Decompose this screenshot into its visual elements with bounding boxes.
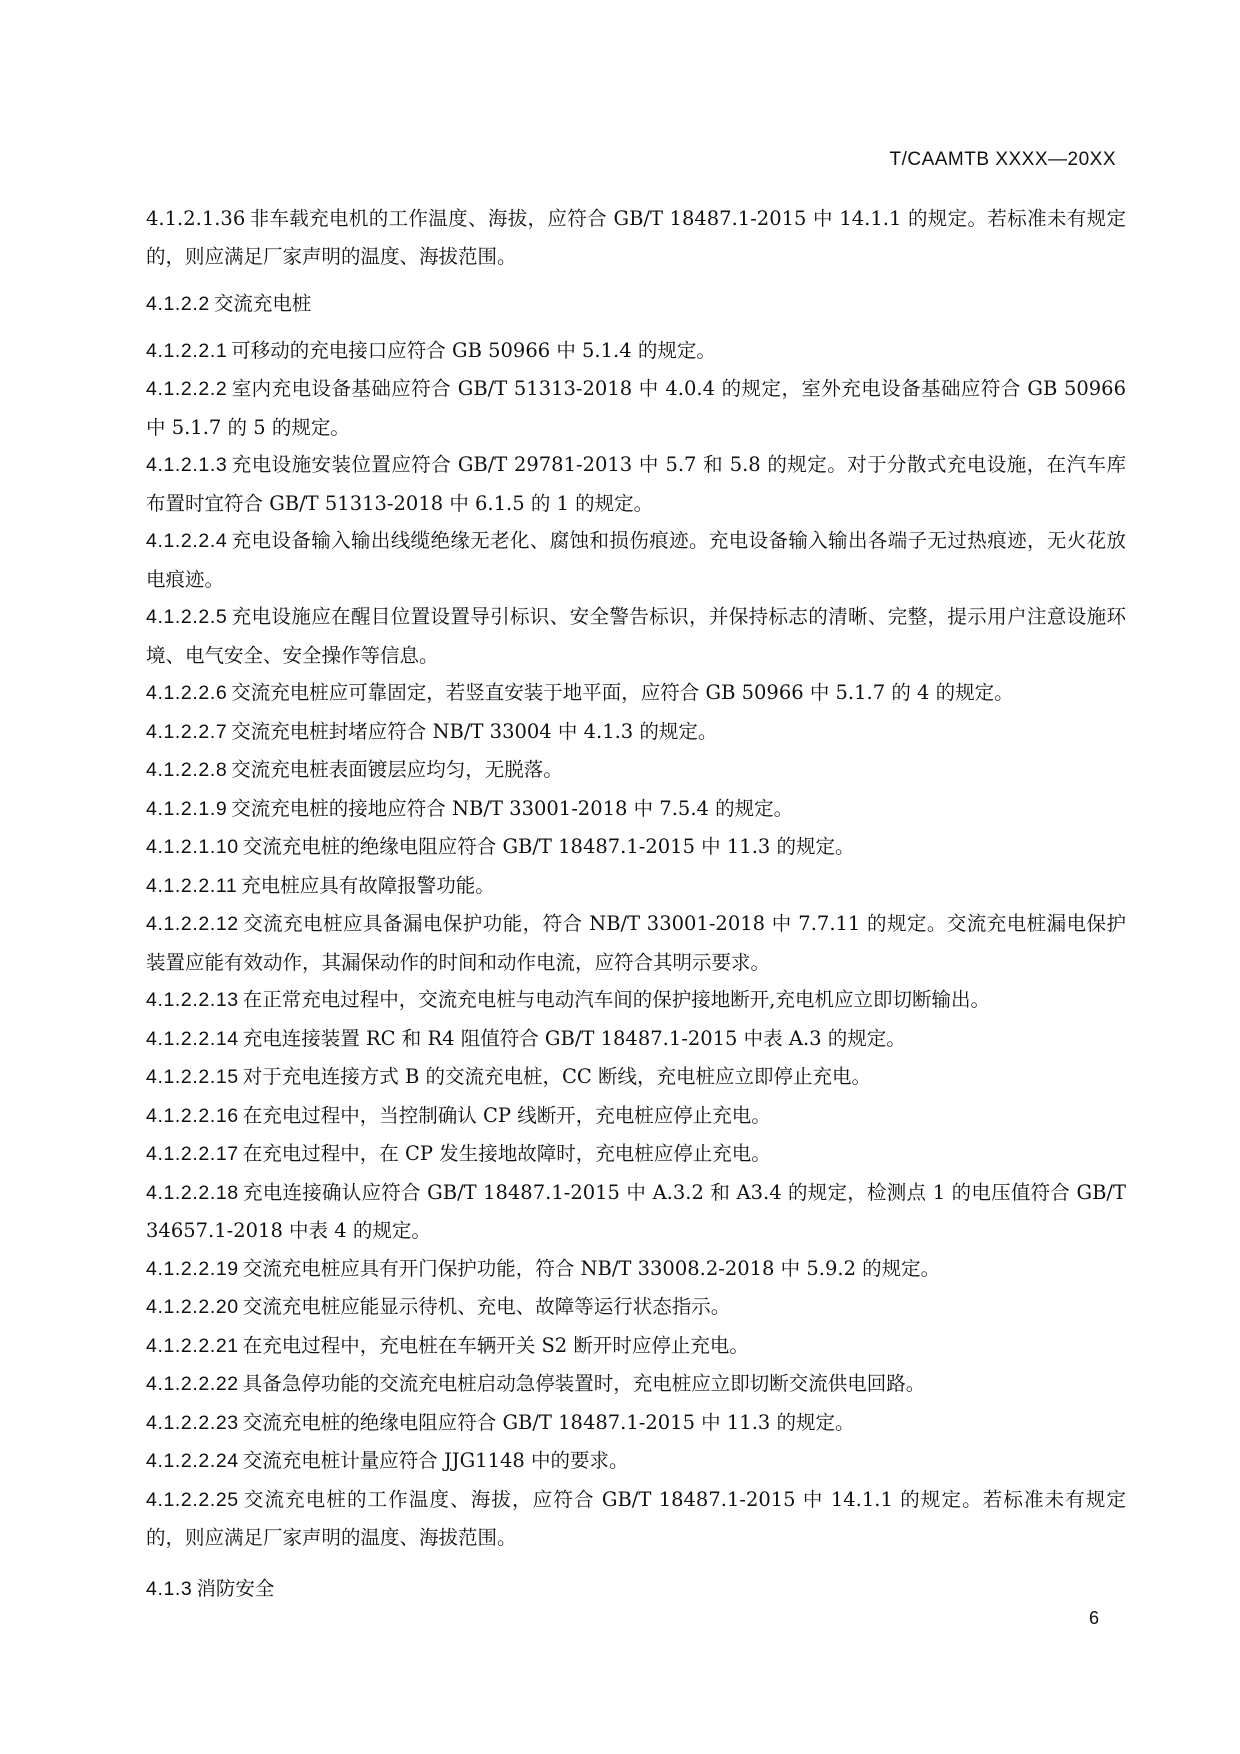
clause-item xyxy=(146,1365,1126,1404)
clause-item xyxy=(146,332,1126,371)
clause-number: 4.1.2.2.2 xyxy=(146,378,228,400)
clause-number: 4.1.2.2.17 xyxy=(146,1143,239,1165)
section-heading-fire-safety xyxy=(146,1570,1126,1609)
clause-text: 交流充电桩应可靠固定，若竖直安装于地平面，应符合 GB 50966 中 5.1.7 的 4 的规定。 xyxy=(231,681,1014,704)
clause-item xyxy=(146,713,1126,752)
clause-number: 4.1.2.2.1 xyxy=(146,339,228,362)
clause-item xyxy=(146,1058,1126,1097)
clause-text: 在正常充电过程中，交流充电桩与电动汽车间的保护接地断开,充电机应立即切断输出。 xyxy=(242,988,990,1011)
clause-text: 非车载充电机的工作温度、海拔，应符合 GB/T 18487.1-2015 中 14.1.1 的规定。若标准未有规定的，则应满足厂家声明的温度、海拔范围。 xyxy=(146,207,1126,268)
clause-text: 充电设施安装位置应符合 GB/T 29781-2013 中 5.7 和 5.8 的规定。对于分散式充电设施，在汽车库布置时宜符合 GB/T 51313-2018 中 6.1.5 的 1 的规定。 xyxy=(146,453,1126,515)
clause-item xyxy=(146,200,1126,275)
clause-text: 交流充电桩的接地应符合 NB/T 33001-2018 中 7.5.4 的规定。 xyxy=(231,796,794,820)
clause-text: 在充电过程中，当控制确认 CP 线断开，充电桩应停止充电。 xyxy=(242,1103,771,1127)
clause-number: 4.1.2.2.6 xyxy=(146,682,228,704)
clause-item xyxy=(146,674,1126,713)
clause-item xyxy=(146,981,1126,1020)
clause-number: 4.1.2.2.13 xyxy=(146,989,239,1011)
clause-number: 4.1.2.2.21 xyxy=(146,1334,239,1357)
document-body xyxy=(146,200,1126,1608)
clause-text: 交流充电桩应能显示待机、充电、故障等运行状态指示。 xyxy=(242,1295,731,1318)
clause-number: 4.1.2.1.3 xyxy=(146,454,228,476)
clause-text: 可移动的充电接口应符合 GB 50966 中 5.1.4 的规定。 xyxy=(231,338,716,362)
clause-text: 交流充电桩应具有开门保护功能，符合 NB/T 33008.2-2018 中 5.9.2 的规定。 xyxy=(242,1256,941,1280)
clause-text: 充电设备输入输出线缆绝缘无老化、腐蚀和损伤痕迹。充电设备输入输出各端子无过热痕迹，无火花放电痕迹。 xyxy=(146,529,1126,591)
clause-number: 4.1.2.1.9 xyxy=(146,797,228,820)
clause-number: 4.1.2.2.18 xyxy=(146,1181,239,1204)
page-number: 6 xyxy=(1088,1608,1099,1628)
clause-item xyxy=(146,905,1126,981)
section-heading-ac-charger xyxy=(146,285,1126,324)
clause-item xyxy=(146,751,1126,790)
clause-text: 对于充电连接方式 B 的交流充电桩，CC 断线，充电桩应立即停止充电。 xyxy=(242,1065,872,1088)
clause-number: 4.1.2.2.20 xyxy=(146,1296,239,1318)
clause-item xyxy=(146,1174,1126,1250)
clause-number: 4.1.2.2.15 xyxy=(146,1066,239,1088)
clause-number: 4.1.2.2.22 xyxy=(146,1373,239,1395)
clause-number: 4.1.2.2.14 xyxy=(146,1027,239,1050)
clause-number: 4.1.2.2.19 xyxy=(146,1257,239,1280)
clause-text: 充电设施应在醒目位置设置导引标识、安全警告标识，并保持标志的清晰、完整，提示用户注意设施环境、电气安全、安全操作等信息。 xyxy=(146,605,1126,667)
clause-text: 交流充电桩计量应符合 JJG1148 中的要求。 xyxy=(242,1449,629,1472)
clause-item xyxy=(146,522,1126,598)
clause-text: 交流充电桩的绝缘电阻应符合 GB/T 18487.1-2015 中 11.3 的规定。 xyxy=(242,1410,855,1434)
clause-item xyxy=(146,1442,1126,1481)
clause-item xyxy=(146,790,1126,829)
clause-number: 4.1.2.2.24 xyxy=(146,1450,239,1472)
clause-number: 4.1.2.2.4 xyxy=(146,530,228,552)
clause-number: 4.1.2.2.23 xyxy=(146,1411,239,1434)
clause-number: 4.1.2.1.36 xyxy=(146,207,246,230)
clause-item xyxy=(146,1288,1126,1327)
clause-number: 4.1.2.2.8 xyxy=(146,759,228,781)
clause-item xyxy=(146,446,1126,522)
clause-text: 交流充电桩的工作温度、海拔，应符合 GB/T 18487.1-2015 中 14.1.1 的规定。若标准未有规定的，则应满足厂家声明的温度、海拔范围。 xyxy=(146,1487,1126,1549)
clause-text: 交流充电桩封堵应符合 NB/T 33004 中 4.1.3 的规定。 xyxy=(231,719,718,743)
clause-item xyxy=(146,1327,1126,1366)
clause-item xyxy=(146,867,1126,906)
clause-item xyxy=(146,370,1126,446)
clause-text: 充电连接装置 RC 和 R4 阻值符合 GB/T 18487.1-2015 中表 A.3 的规定。 xyxy=(242,1026,906,1050)
clause-text: 具备急停功能的交流充电桩启动急停装置时，充电桩应立即切断交流供电回路。 xyxy=(242,1372,926,1395)
clause-item xyxy=(146,1404,1126,1443)
clause-item xyxy=(146,1135,1126,1174)
clause-number: 4.1.2.2.7 xyxy=(146,720,228,743)
clause-text: 充电桩应具有故障报警功能。 xyxy=(241,873,495,897)
clause-number: 4.1.2.2.5 xyxy=(146,606,228,628)
clause-number: 4.1.2.2.11 xyxy=(146,874,238,897)
section-title: 消防安全 xyxy=(196,1576,275,1600)
clause-item xyxy=(146,1481,1126,1557)
clause-text: 交流充电桩的绝缘电阻应符合 GB/T 18487.1-2015 中 11.3 的规定。 xyxy=(242,835,855,858)
clause-item xyxy=(146,1020,1126,1059)
clause-number: 4.1.2.2.16 xyxy=(146,1104,239,1127)
clause-item xyxy=(146,598,1126,674)
clause-text: 室内充电设备基础应符合 GB/T 51313-2018 中 4.0.4 的规定，室外充电设备基础应符合 GB 50966 中 5.1.7 的 5 的规定。 xyxy=(146,377,1126,439)
clause-item xyxy=(146,1097,1126,1136)
clause-number: 4.1.2.2.25 xyxy=(146,1488,239,1511)
document-header-id: T/CAAMTB XXXX—20XX xyxy=(889,149,1116,170)
section-number: 4.1.2.2 xyxy=(146,293,210,315)
clause-text: 在充电过程中，充电桩在车辆开关 S2 断开时应停止充电。 xyxy=(242,1333,749,1357)
clause-text: 充电连接确认应符合 GB/T 18487.1-2015 中 A.3.2 和 A3.4 的规定，检测点 1 的电压值符合 GB/T 34657.1-2018 中表 4 的规定。 xyxy=(146,1180,1126,1242)
clause-item xyxy=(146,828,1126,867)
section-title: 交流充电桩 xyxy=(213,292,312,315)
section-number: 4.1.3 xyxy=(146,1577,193,1600)
clause-number: 4.1.2.2.12 xyxy=(146,913,239,935)
clause-text: 交流充电桩应具备漏电保护功能，符合 NB/T 33001-2018 中 7.7.11 的规定。交流充电桩漏电保护装置应能有效动作，其漏保动作的时间和动作电流，应符合其明示要求。 xyxy=(146,912,1126,974)
clause-number: 4.1.2.1.10 xyxy=(146,836,239,858)
clause-item xyxy=(146,1250,1126,1289)
clause-text: 在充电过程中，在 CP 发生接地故障时，充电桩应停止充电。 xyxy=(242,1142,771,1165)
clause-text: 交流充电桩表面镀层应均匀，无脱落。 xyxy=(231,758,563,781)
